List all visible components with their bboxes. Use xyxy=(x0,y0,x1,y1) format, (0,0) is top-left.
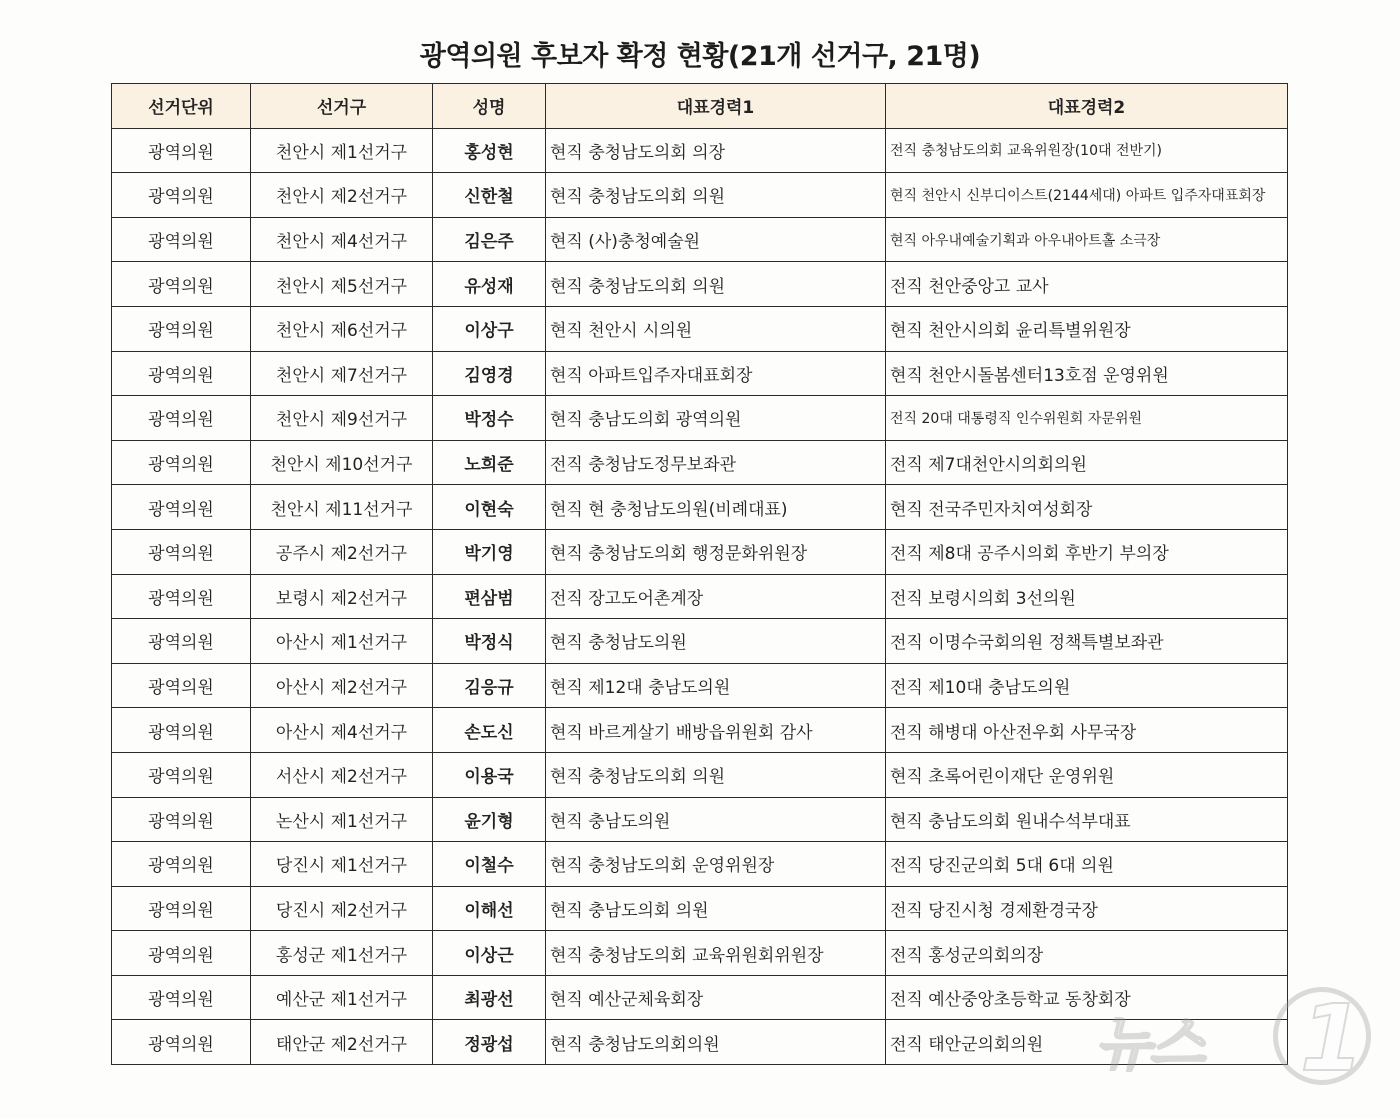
table-row xyxy=(112,708,1288,753)
cell-election-unit: 광역의원 xyxy=(112,128,251,173)
cell-election-unit: 광역의원 xyxy=(112,396,251,441)
cell-election-unit: 광역의원 xyxy=(112,752,251,797)
cell-candidate-name: 김응규 xyxy=(433,663,546,708)
cell-career-2: 전직 당진시청 경제환경국장 xyxy=(886,886,1288,931)
cell-career-2: 현직 초록어린이재단 운영위원 xyxy=(886,752,1288,797)
cell-candidate-name: 노희준 xyxy=(433,440,546,485)
cell-career-1: 현직 (사)충청예술원 xyxy=(546,217,886,262)
cell-candidate-name: 박정수 xyxy=(433,396,546,441)
cell-career-1: 현직 충남도의원 xyxy=(546,797,886,842)
cell-candidate-name: 윤기형 xyxy=(433,797,546,842)
cell-career-1: 전직 장고도어촌계장 xyxy=(546,574,886,619)
cell-candidate-name: 김영경 xyxy=(433,351,546,396)
candidate-table xyxy=(111,83,1288,1065)
table-row xyxy=(112,217,1288,262)
cell-career-1: 현직 충청남도의회 교육위원회위원장 xyxy=(546,931,886,976)
watermark-text: 뉴스 xyxy=(1095,1010,1204,1078)
cell-career-2: 현직 천안시돌봄센터13호점 운영위원 xyxy=(886,351,1288,396)
table-row xyxy=(112,931,1288,976)
cell-election-unit: 광역의원 xyxy=(112,262,251,307)
header-name: 성명 xyxy=(433,84,546,129)
table-row xyxy=(112,1020,1288,1065)
table-row xyxy=(112,351,1288,396)
header-election-unit: 선거단위 xyxy=(112,84,251,129)
table-row xyxy=(112,574,1288,619)
cell-district: 아산시 제1선거구 xyxy=(251,619,433,664)
cell-candidate-name: 신한철 xyxy=(433,173,546,218)
cell-career-2: 현직 충남도의회 원내수석부대표 xyxy=(886,797,1288,842)
header-career-2: 대표경력2 xyxy=(886,84,1288,129)
cell-career-1: 현직 제12대 충남도의원 xyxy=(546,663,886,708)
cell-candidate-name: 박정식 xyxy=(433,619,546,664)
cell-career-1: 현직 충청남도의회의원 xyxy=(546,1020,886,1065)
cell-career-1: 현직 예산군체육회장 xyxy=(546,975,886,1020)
cell-election-unit: 광역의원 xyxy=(112,440,251,485)
cell-district: 예산군 제1선거구 xyxy=(251,975,433,1020)
cell-district: 공주시 제2선거구 xyxy=(251,529,433,574)
cell-election-unit: 광역의원 xyxy=(112,485,251,530)
cell-career-1: 현직 충청남도의회 의장 xyxy=(546,128,886,173)
table-row xyxy=(112,440,1288,485)
cell-candidate-name: 유성재 xyxy=(433,262,546,307)
candidate-table-container xyxy=(111,83,1287,1065)
cell-career-1: 현직 아파트입주자대표회장 xyxy=(546,351,886,396)
table-row xyxy=(112,529,1288,574)
cell-career-2: 전직 보령시의회 3선의원 xyxy=(886,574,1288,619)
cell-election-unit: 광역의원 xyxy=(112,217,251,262)
cell-career-2: 전직 제8대 공주시의회 후반기 부의장 xyxy=(886,529,1288,574)
cell-district: 서산시 제2선거구 xyxy=(251,752,433,797)
cell-candidate-name: 이현숙 xyxy=(433,485,546,530)
cell-candidate-name: 편삼범 xyxy=(433,574,546,619)
cell-career-2: 현직 전국주민자치여성회장 xyxy=(886,485,1288,530)
cell-district: 천안시 제11선거구 xyxy=(251,485,433,530)
cell-candidate-name: 홍성현 xyxy=(433,128,546,173)
cell-district: 천안시 제2선거구 xyxy=(251,173,433,218)
cell-election-unit: 광역의원 xyxy=(112,797,251,842)
cell-district: 천안시 제10선거구 xyxy=(251,440,433,485)
cell-career-1: 현직 현 충청남도의원(비례대표) xyxy=(546,485,886,530)
cell-career-2: 전직 20대 대통령직 인수위원회 자문위원 xyxy=(886,396,1288,441)
cell-candidate-name: 이상근 xyxy=(433,931,546,976)
cell-career-2: 전직 제7대천안시의회의원 xyxy=(886,440,1288,485)
table-row xyxy=(112,619,1288,664)
cell-career-2: 전직 충청남도의회 교육위원장(10대 전반기) xyxy=(886,128,1288,173)
cell-career-1: 현직 충청남도의회 의원 xyxy=(546,262,886,307)
cell-candidate-name: 김은주 xyxy=(433,217,546,262)
cell-district: 천안시 제6선거구 xyxy=(251,306,433,351)
cell-career-1: 현직 바르게살기 배방읍위원회 감사 xyxy=(546,708,886,753)
cell-career-1: 현직 충청남도의회 의원 xyxy=(546,752,886,797)
table-row xyxy=(112,128,1288,173)
cell-career-2: 전직 해병대 아산전우회 사무국장 xyxy=(886,708,1288,753)
cell-career-1: 현직 천안시 시의원 xyxy=(546,306,886,351)
cell-district: 당진시 제2선거구 xyxy=(251,886,433,931)
cell-career-1: 현직 충남도의회 광역의원 xyxy=(546,396,886,441)
cell-district: 당진시 제1선거구 xyxy=(251,842,433,887)
cell-district: 천안시 제4선거구 xyxy=(251,217,433,262)
cell-career-2: 전직 이명수국회의원 정책특별보좌관 xyxy=(886,619,1288,664)
cell-candidate-name: 이해선 xyxy=(433,886,546,931)
cell-career-1: 현직 충청남도의회 의원 xyxy=(546,173,886,218)
cell-career-2: 전직 홍성군의회의장 xyxy=(886,931,1288,976)
table-header-row xyxy=(112,84,1288,129)
cell-district: 천안시 제9선거구 xyxy=(251,396,433,441)
cell-district: 보령시 제2선거구 xyxy=(251,574,433,619)
cell-candidate-name: 손도신 xyxy=(433,708,546,753)
table-row xyxy=(112,797,1288,842)
cell-career-1: 현직 충청남도의회 행정문화위원장 xyxy=(546,529,886,574)
table-row xyxy=(112,306,1288,351)
table-row xyxy=(112,396,1288,441)
cell-career-2: 전직 예산중앙초등학교 동창회장 xyxy=(886,975,1288,1020)
cell-candidate-name: 이철수 xyxy=(433,842,546,887)
cell-district: 아산시 제2선거구 xyxy=(251,663,433,708)
watermark-mark: 1 xyxy=(1300,985,1365,1092)
cell-district: 태안군 제2선거구 xyxy=(251,1020,433,1065)
cell-district: 홍성군 제1선거구 xyxy=(251,931,433,976)
table-row xyxy=(112,752,1288,797)
cell-career-2: 전직 태안군의회의원 xyxy=(886,1020,1288,1065)
cell-career-2: 전직 제10대 충남도의원 xyxy=(886,663,1288,708)
cell-candidate-name: 이용국 xyxy=(433,752,546,797)
cell-career-1: 현직 충남도의회 의원 xyxy=(546,886,886,931)
cell-election-unit: 광역의원 xyxy=(112,619,251,664)
cell-election-unit: 광역의원 xyxy=(112,931,251,976)
cell-election-unit: 광역의원 xyxy=(112,842,251,887)
cell-district: 천안시 제1선거구 xyxy=(251,128,433,173)
cell-candidate-name: 정광섭 xyxy=(433,1020,546,1065)
cell-career-2: 전직 천안중앙고 교사 xyxy=(886,262,1288,307)
cell-election-unit: 광역의원 xyxy=(112,1020,251,1065)
cell-election-unit: 광역의원 xyxy=(112,173,251,218)
page-title: 광역의원 후보자 확정 현황(21개 선거구, 21명) xyxy=(419,41,981,72)
cell-district: 아산시 제4선거구 xyxy=(251,708,433,753)
table-row xyxy=(112,886,1288,931)
cell-career-2: 현직 천안시의회 윤리특별위원장 xyxy=(886,306,1288,351)
table-row xyxy=(112,262,1288,307)
cell-election-unit: 광역의원 xyxy=(112,663,251,708)
table-row xyxy=(112,842,1288,887)
cell-career-2: 현직 아우내예술기획과 아우내아트홀 소극장 xyxy=(886,217,1288,262)
table-body xyxy=(112,128,1288,1064)
cell-election-unit: 광역의원 xyxy=(112,529,251,574)
cell-election-unit: 광역의원 xyxy=(112,306,251,351)
cell-candidate-name: 최광선 xyxy=(433,975,546,1020)
table-row xyxy=(112,975,1288,1020)
cell-district: 천안시 제7선거구 xyxy=(251,351,433,396)
table-row xyxy=(112,485,1288,530)
cell-career-2: 현직 천안시 신부디이스트(2144세대) 아파트 입주자대표회장 xyxy=(886,173,1288,218)
cell-career-1: 현직 충청남도의회 운영위원장 xyxy=(546,842,886,887)
cell-election-unit: 광역의원 xyxy=(112,886,251,931)
table-row xyxy=(112,173,1288,218)
cell-election-unit: 광역의원 xyxy=(112,708,251,753)
header-career-1: 대표경력1 xyxy=(546,84,886,129)
cell-election-unit: 광역의원 xyxy=(112,574,251,619)
table-row xyxy=(112,663,1288,708)
cell-career-1: 현직 충청남도의원 xyxy=(546,619,886,664)
cell-district: 논산시 제1선거구 xyxy=(251,797,433,842)
cell-career-2: 전직 당진군의회 5대 6대 의원 xyxy=(886,842,1288,887)
cell-election-unit: 광역의원 xyxy=(112,975,251,1020)
cell-candidate-name: 박기영 xyxy=(433,529,546,574)
header-district: 선거구 xyxy=(251,84,433,129)
cell-career-1: 전직 충청남도정무보좌관 xyxy=(546,440,886,485)
cell-election-unit: 광역의원 xyxy=(112,351,251,396)
cell-district: 천안시 제5선거구 xyxy=(251,262,433,307)
cell-candidate-name: 이상구 xyxy=(433,306,546,351)
